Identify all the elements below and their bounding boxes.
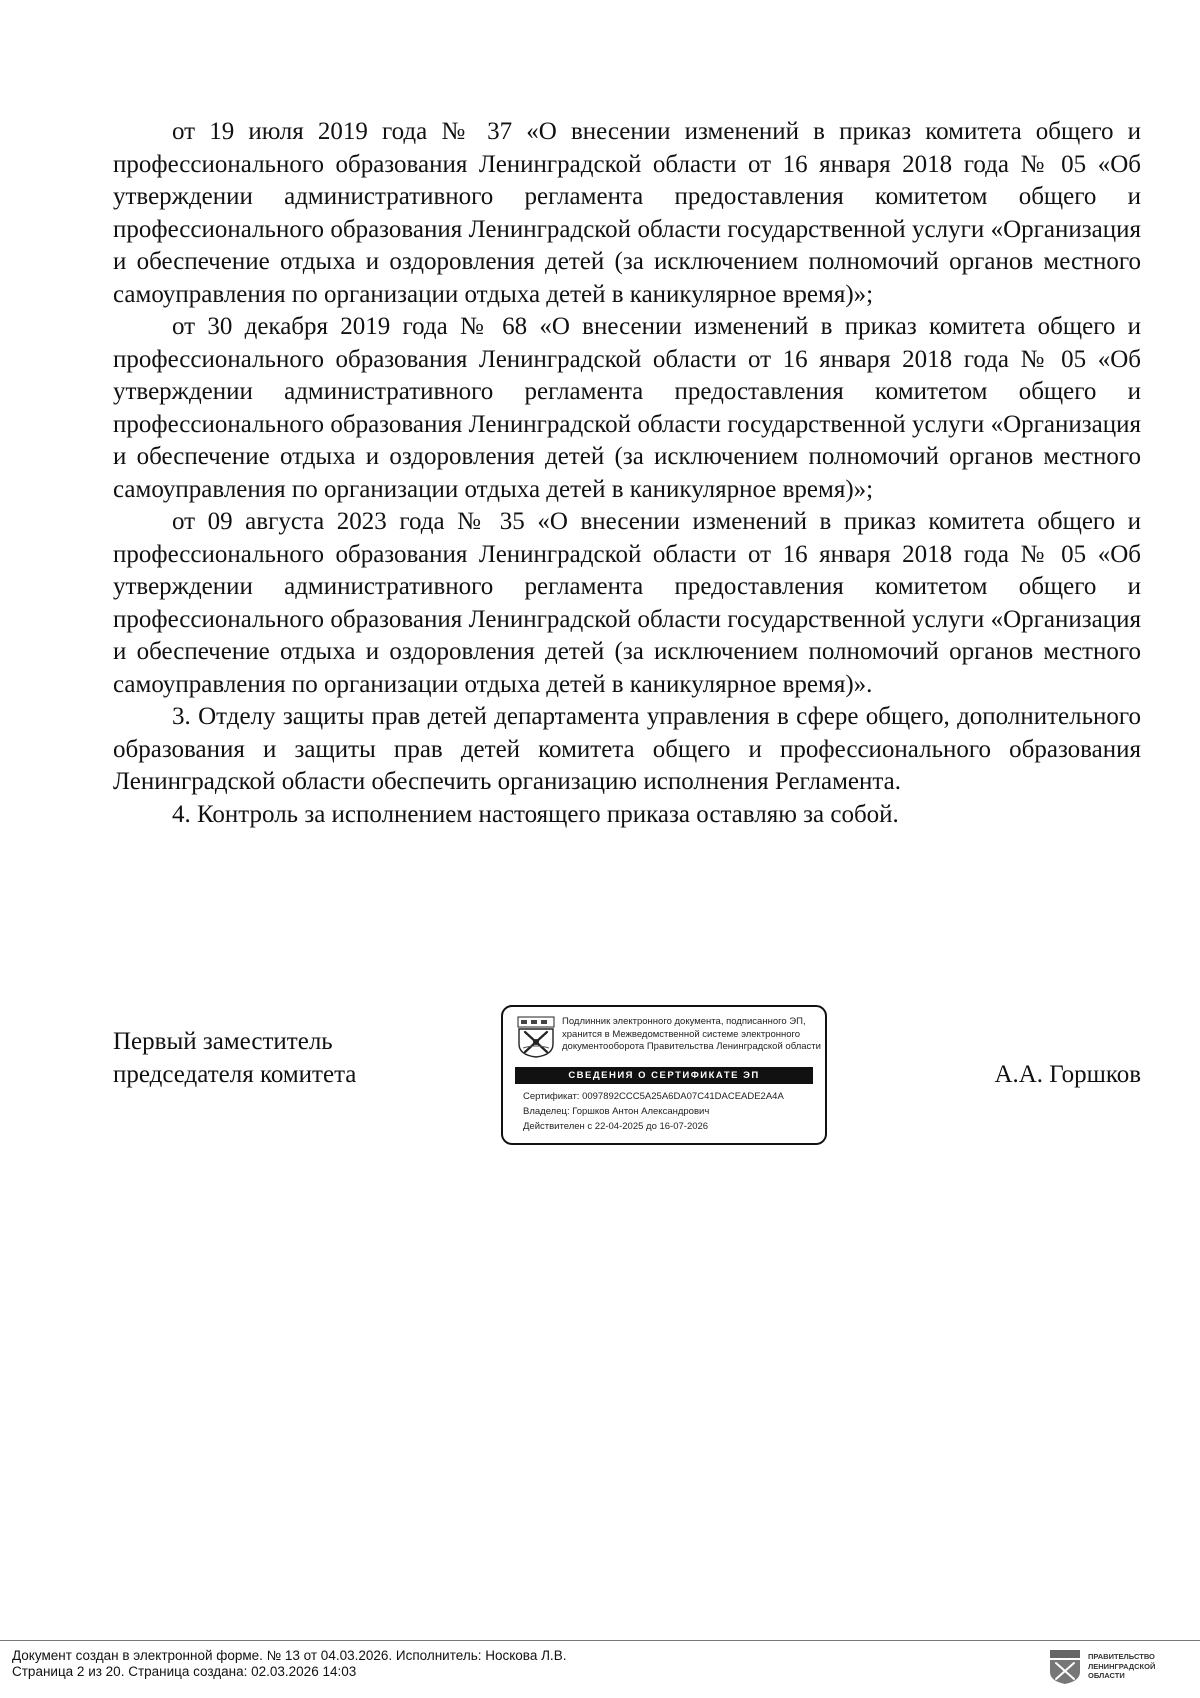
stamp-header-line-1: Подлинник электронного документа, подписанного ЭП, bbox=[562, 1016, 806, 1027]
signer-position bbox=[113, 1025, 356, 1091]
signer-name: А.А. Горшков bbox=[994, 1061, 1141, 1088]
government-logo-text bbox=[1088, 1652, 1155, 1681]
signature-block bbox=[113, 1005, 1141, 1155]
stamp-header-line-3: документооборота Правительства Ленинградской области bbox=[562, 1041, 821, 1052]
signer-position-line-2: председателя комитета bbox=[113, 1061, 357, 1088]
paragraph-order-2023-35: от 09 августа 2023 года № 35 «О внесении изменений в приказ комитета общего и профессионального образования Ленинградской области от 16 января 2018 года № 05 «Об утверждении административного регламента предоставления комитетом общего и профессионального образования Ленинградской области государственной услуги «Организация и обеспечение отдыха и оздоровления детей (за исключением полномочий органов местного самоуправления по организации отдыха детей в каникулярное время)». bbox=[113, 508, 1141, 698]
paragraph-order-2019-37: от 19 июля 2019 года № 37 «О внесении изменений в приказ комитета общего и профессионального образования Ленинградской области от 16 января 2018 года № 05 «Об утверждении административного регламента предоставления комитетом общего и профессионального образования Ленинградской области государственной услуги «Организация и обеспечение отдыха и оздоровления детей (за исключением полномочий органов местного самоуправления по организации отдыха детей в каникулярное время)»; bbox=[113, 118, 1141, 308]
footer-line-2: Страница 2 из 20. Страница создана: 02.03.2026 14:03 bbox=[12, 1664, 357, 1679]
paragraph-order-2019-68: от 30 декабря 2019 года № 68 «О внесении изменений в приказ комитета общего и профессионального образования Ленинградской области от 16 января 2018 года № 05 «Об утверждении административного регламента предоставления комитетом общего и профессионального образования Ленинградской области государственной услуги «Организация и обеспечение отдыха и оздоровления детей (за исключением полномочий органов местного самоуправления по организации отдыха детей в каникулярное время)»; bbox=[113, 313, 1141, 503]
logo-text-line-2: ЛЕНИНГРАДСКОЙ bbox=[1088, 1661, 1156, 1671]
stamp-header bbox=[562, 1016, 824, 1054]
stamp-certificate: Сертификат: 0097892CCC5A25A6DA07C41DACEADE2A4A bbox=[523, 1091, 784, 1102]
page-footer bbox=[12, 1648, 566, 1680]
coat-of-arms-icon bbox=[517, 1016, 555, 1058]
logo-text-line-3: ОБЛАСТИ bbox=[1088, 1671, 1125, 1680]
stamp-header-line-2: хранится в Межведомственной системе электронного bbox=[562, 1028, 801, 1040]
electronic-signature-stamp bbox=[501, 1005, 827, 1145]
stamp-title: СВЕДЕНИЯ О СЕРТИФИКАТЕ ЭП bbox=[515, 1067, 813, 1084]
footer-divider bbox=[0, 1640, 1200, 1641]
government-emblem-icon bbox=[1050, 1650, 1080, 1684]
paragraph-item-3: 3. Отделу защиты прав детей департамента управления в сфере общего, дополнительного образования и защиты прав детей комитета общего и профессионального образования Ленинградской области обеспечить организацию исполнения Регламента. bbox=[113, 703, 1141, 795]
logo-text-line-1: ПРАВИТЕЛЬСТВО bbox=[1088, 1652, 1155, 1661]
stamp-details bbox=[523, 1089, 784, 1134]
document-body bbox=[113, 116, 1141, 831]
stamp-validity: Действителен с 22-04-2025 до 16-07-2026 bbox=[523, 1121, 709, 1132]
stamp-owner: Владелец: Горшков Антон Александрович bbox=[523, 1106, 710, 1117]
government-logo bbox=[1050, 1650, 1182, 1686]
paragraph-item-4: 4. Контроль за исполнением настоящего приказа оставляю за собой. bbox=[172, 800, 899, 828]
footer-line-1: Документ создан в электронной форме. № 13 от 04.03.2026. Исполнитель: Носкова Л.В. bbox=[12, 1648, 567, 1663]
signer-position-line-1: Первый заместитель bbox=[113, 1028, 333, 1055]
